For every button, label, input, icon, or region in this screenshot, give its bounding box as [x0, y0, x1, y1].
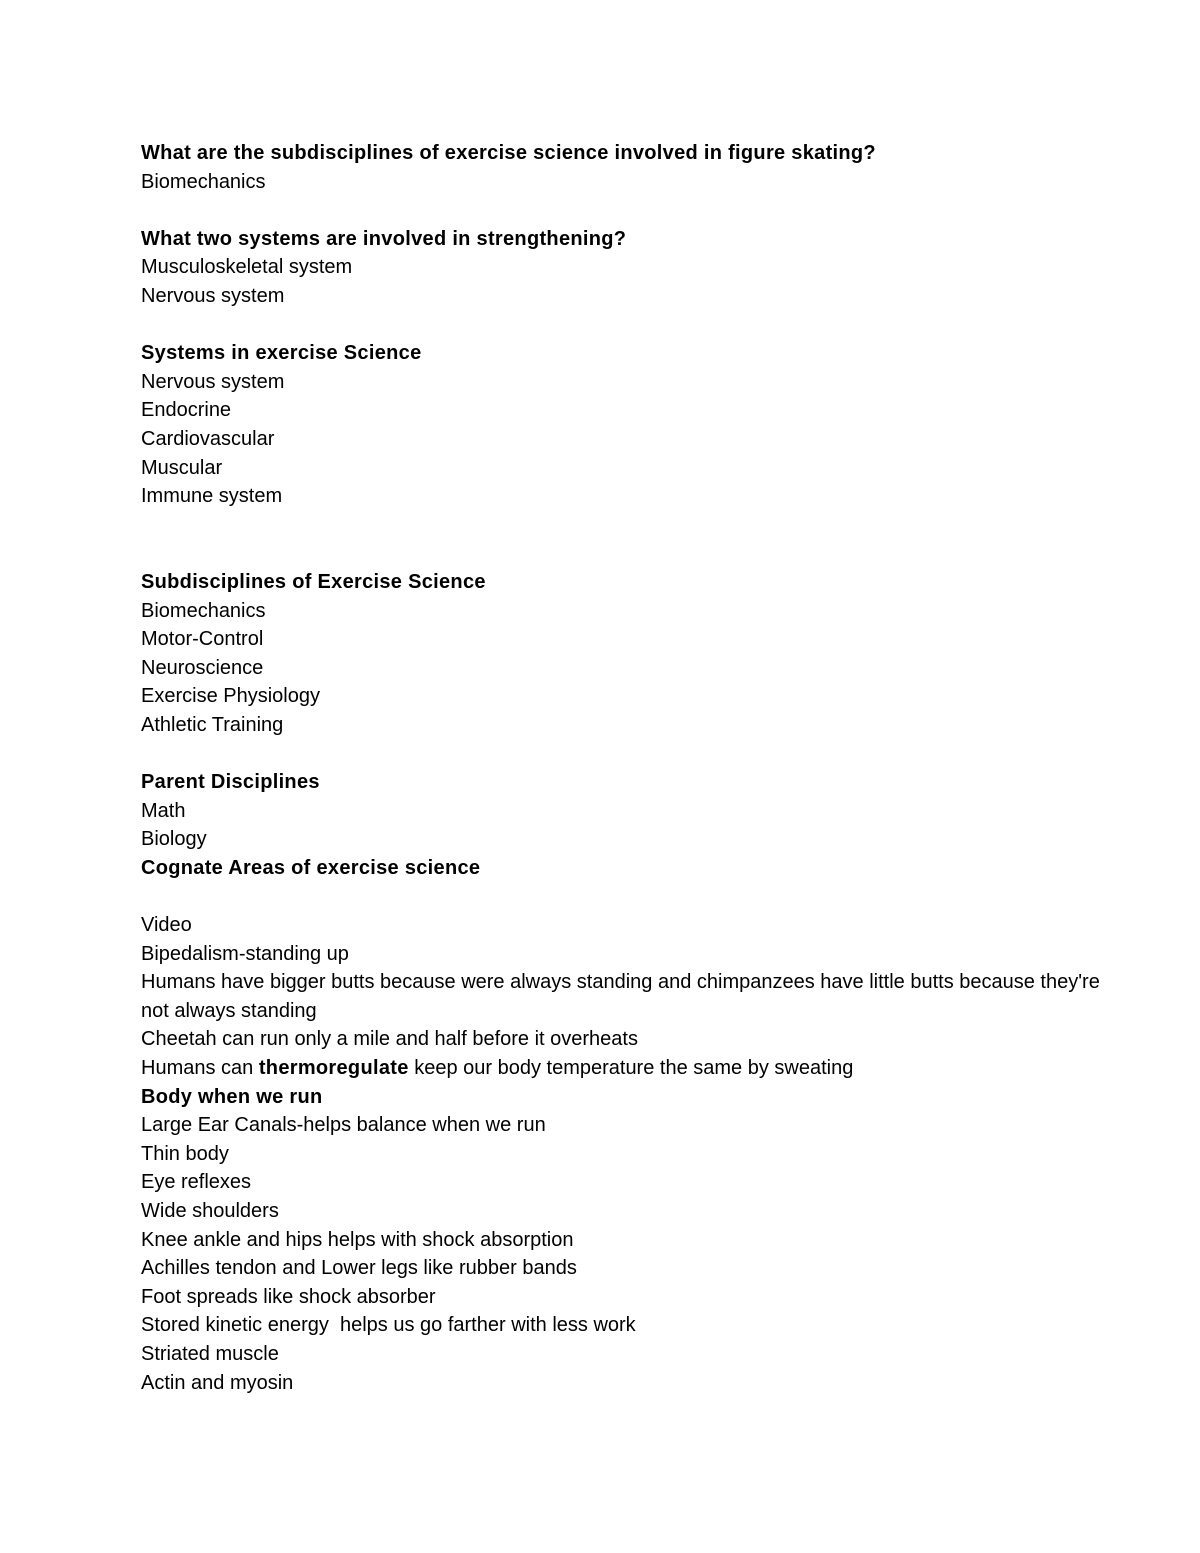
list-item: Cardiovascular — [141, 427, 275, 450]
spacer — [141, 511, 1101, 568]
list-item: Biology — [141, 828, 207, 851]
list-item: Motor-Control — [141, 628, 264, 651]
list-item: Immune system — [141, 485, 283, 508]
answer-item: Nervous system — [141, 284, 285, 307]
list-item: Thin body — [141, 1142, 229, 1165]
heading-systems: Systems in exercise Science — [141, 342, 422, 365]
list-item: Neuroscience — [141, 656, 264, 679]
list-item: Achilles tendon and Lower legs like rubber bands — [141, 1257, 577, 1280]
spacer — [141, 196, 1101, 225]
list-item: Bipedalism-standing up — [141, 942, 349, 965]
heading-cognate-areas: Cognate Areas of exercise science — [141, 856, 481, 879]
list-item: Knee ankle and hips helps with shock absorption — [141, 1228, 574, 1251]
list-item: Actin and myosin — [141, 1371, 294, 1394]
heading-body-when-we-run: Body when we run — [141, 1085, 323, 1108]
list-item: Cheetah can run only a mile and half before it overheats — [141, 1028, 638, 1051]
spacer — [141, 311, 1101, 340]
spacer — [141, 882, 1101, 911]
thermo-prefix: Humans can — [141, 1057, 259, 1079]
answer-item: Musculoskeletal system — [141, 256, 353, 279]
list-item: Video — [141, 914, 192, 937]
thermo-suffix: keep our body temperature the same by sweating — [408, 1057, 854, 1079]
heading-subdisciplines: Subdisciplines of Exercise Science — [141, 570, 486, 593]
list-item: Wide shoulders — [141, 1199, 279, 1222]
list-item: Nervous system — [141, 370, 285, 393]
thermoregulate-line — [141, 1054, 1101, 1083]
list-item: Muscular — [141, 456, 223, 479]
list-item: Striated muscle — [141, 1342, 279, 1365]
spacer — [141, 739, 1101, 768]
thermo-term: thermoregulate — [258, 1057, 409, 1079]
list-item: Athletic Training — [141, 713, 284, 736]
heading-parent-disciplines: Parent Disciplines — [141, 771, 320, 794]
list-item: Stored kinetic energy helps us go farther with less work — [141, 1314, 636, 1337]
list-item: Foot spreads like shock absorber — [141, 1285, 436, 1308]
list-item: Endocrine — [141, 399, 232, 422]
list-item: Large Ear Canals-helps balance when we run — [141, 1114, 546, 1137]
document-page — [141, 139, 1101, 1397]
question-subdisciplines-figure-skating: What are the subdisciplines of exercise science involved in figure skating? — [141, 142, 876, 164]
list-item: Humans have bigger butts because were always standing and chimpanzees have little butts because they're not always standing — [141, 971, 1100, 1022]
list-item: Math — [141, 799, 186, 822]
list-item: Exercise Physiology — [141, 685, 320, 708]
question-two-systems: What two systems are involved in strengthening? — [141, 227, 627, 250]
list-item: Eye reflexes — [141, 1171, 252, 1194]
list-item: Biomechanics — [141, 599, 266, 622]
answer-item: Biomechanics — [141, 170, 266, 193]
